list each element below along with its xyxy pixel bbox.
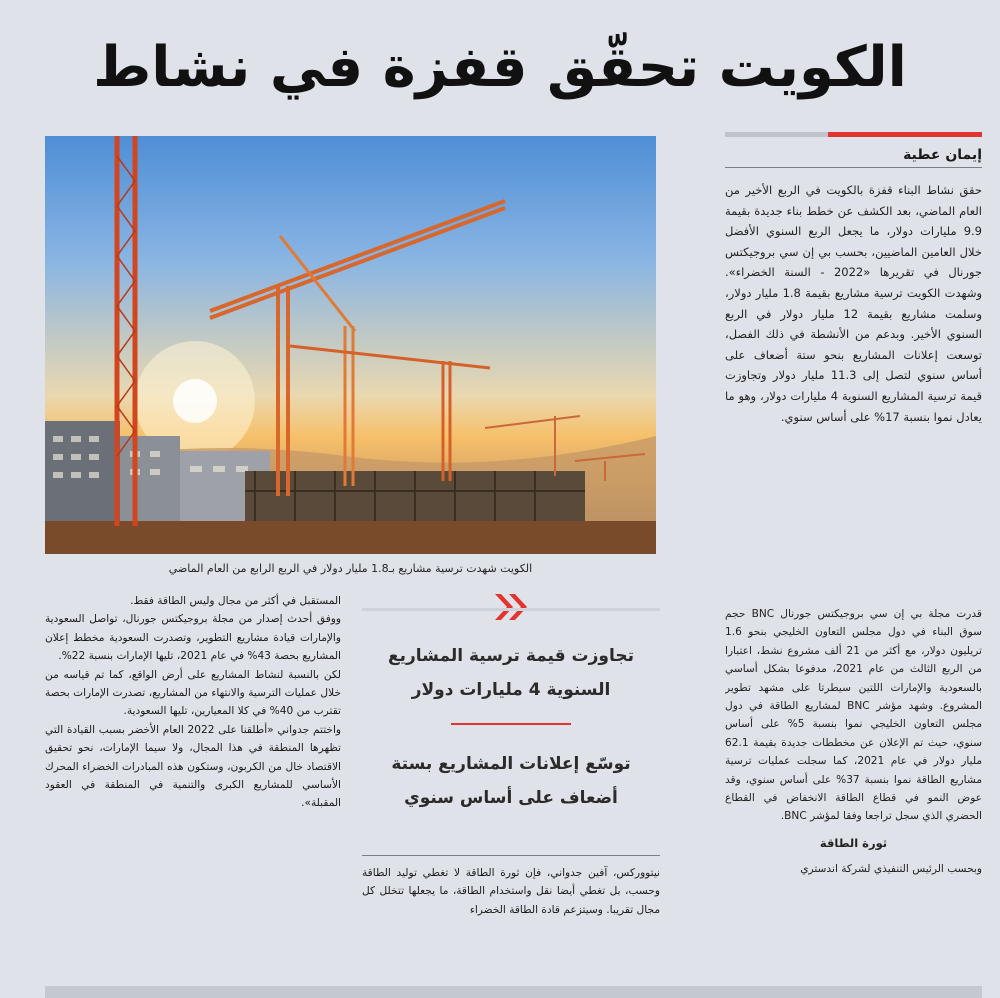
- construction-photo: [45, 136, 656, 554]
- author-byline: إيمان عطية: [903, 147, 982, 163]
- sun-icon: [173, 379, 217, 423]
- building-left-2: [120, 436, 180, 531]
- center-column: [362, 592, 660, 962]
- pull-quote-divider: [451, 723, 571, 725]
- scaffolding: [245, 471, 585, 521]
- left-paragraph-2: ووفق أحدث إصدار من مجلة بروجيكتس جورنال، تواصل السعودية والإمارات قيادة مشاريع التطوير، وتصدرت السعودية مخطط إعلان المشاريع بحصة 43% في عام 2021، تليها الإمارات بنسبة 22%.: [45, 613, 341, 663]
- headline: الكويت تحقّق قفزة في نشاط: [93, 35, 907, 100]
- footer-bar: [45, 986, 982, 998]
- left-column: [45, 592, 341, 962]
- right-body-paragraph: قدرت مجلة بي إن سي بروجيكتس جورنال BNC حجم سوق البناء في دول مجلس التعاون الخليجي بنحو 1.6 تريليون دولار، مع أكثر من 21 ألف مشروع نشط، اعتبارا من الربع الثالث من عام 2021، مدفوعا بشكل أساسي بالسعودية والإمارات اللتين سيطرتا على مشهد تطوير المشروع. وشهد مؤشر BNC لمشاريع الطاقة في دول مجلس التعاون الخليجي نموا بنسبة 5% على أساس سنوي، حيث تم الإعلان عن مخططات جديدة بقيمة 62.1 مليار دولار في عام 2021، كما سجلت عمليات ترسية مشاريع الطاقة نموا بنسبة 37% على أساس سنوي، وقد عوض النمو في قطاع الطاقة الانخفاض في القطاع الحضري الذي سجل تراجعا وفقا لمؤشر BNC.: [725, 608, 982, 823]
- subheading: ثورة الطاقة: [819, 835, 888, 850]
- center-rule: [362, 855, 660, 856]
- right-column: [725, 132, 982, 968]
- construction-illustration: [45, 136, 656, 554]
- photo-caption: الكويت شهدت ترسية مشاريع بـ1.8 مليار دولار في الربع الرابع من العام الماضي: [168, 562, 533, 575]
- crane-mid: [280, 236, 355, 486]
- right-second-block: [725, 605, 982, 915]
- quote-icon: [362, 592, 660, 622]
- pull-quote-rule: [362, 608, 660, 611]
- right-tail-paragraph: وبحسب الرئيس التنفيذي لشركة اندستري: [800, 863, 982, 876]
- pull-quote-2: توسّع إعلانات المشاريع بستة أضعاف على أساس سنوي: [391, 754, 631, 808]
- center-paragraph: نيتووركس، آفين جدواني، فإن ثورة الطاقة لا تغطي توليد الطاقة وحسب، بل تغطي أيضا نقل واستخدام الطاقة، ما يجعلها تتخلل كل مجال تقريبا. وسيتزعم قادة الطاقة الخضراء: [362, 867, 660, 916]
- left-paragraph-1: المستقبل في أكثر من مجال وليس الطاقة فقط.: [130, 595, 341, 607]
- crane-left-lattice: [117, 156, 135, 456]
- left-paragraph-3: لكن بالنسبة لنشاط المشاريع على أرض الواقع، كما تم قياسه من خلال عمليات الترسية والانتهاء من المشاريع، تصدرت الإمارات بحصة تقترب من 40% في كلا المعيارين، تليها السعودية.: [45, 668, 341, 718]
- intro-paragraph: حقق نشاط البناء قفزة بالكويت في الربع الأخير من العام الماضي، بعد الكشف عن خطط بناء جديدة بقيمة 9.9 مليارات دولار، ما يجعل الربع السنوي الأفضل خلال العامين الماضيين، بحسب بي إن سي بروجيكتس جورنال في تقريرها «2022 - السنة الخضراء». وشهدت الكويت ترسية مشاريع بقيمة 1.8 مليار دولار، وسلمت مشاريع بقيمة 12 مليار دولار في الربع السنوي الأخير. وبدعم من الأنشطة في ذلك الفصل، توسعت إعلانات المشاريع بنحو ستة أضعاف على أساس سنوي لتصل إلى 11.3 مليار دولار وتجاوزت قيمة ترسية المشاريع السنوية 4 مليارات دولار، وهو ما يعادل نموا بنسبة 17% على أساس سنوي.: [725, 183, 982, 424]
- author-separator: [725, 167, 982, 168]
- left-paragraph-4: واختتم جدواني «أطلقنا على 2022 العام الأخضر بسبب القيادة التي تظهرها المنطقة في هذا المجال، ولا سيما الإمارات، نحو تحقيق الاقتصاد خال من الكربون، وستكون هذه المبادرات الخضراء المحرك الأساسي للمشاريع الكبرى والتنمية في المنطقة في العقود المقبلة».: [45, 723, 341, 810]
- pull-quote-1: تجاوزت قيمة ترسية المشاريع السنوية 4 مليارات دولار: [388, 646, 634, 700]
- author-rule: [725, 132, 982, 137]
